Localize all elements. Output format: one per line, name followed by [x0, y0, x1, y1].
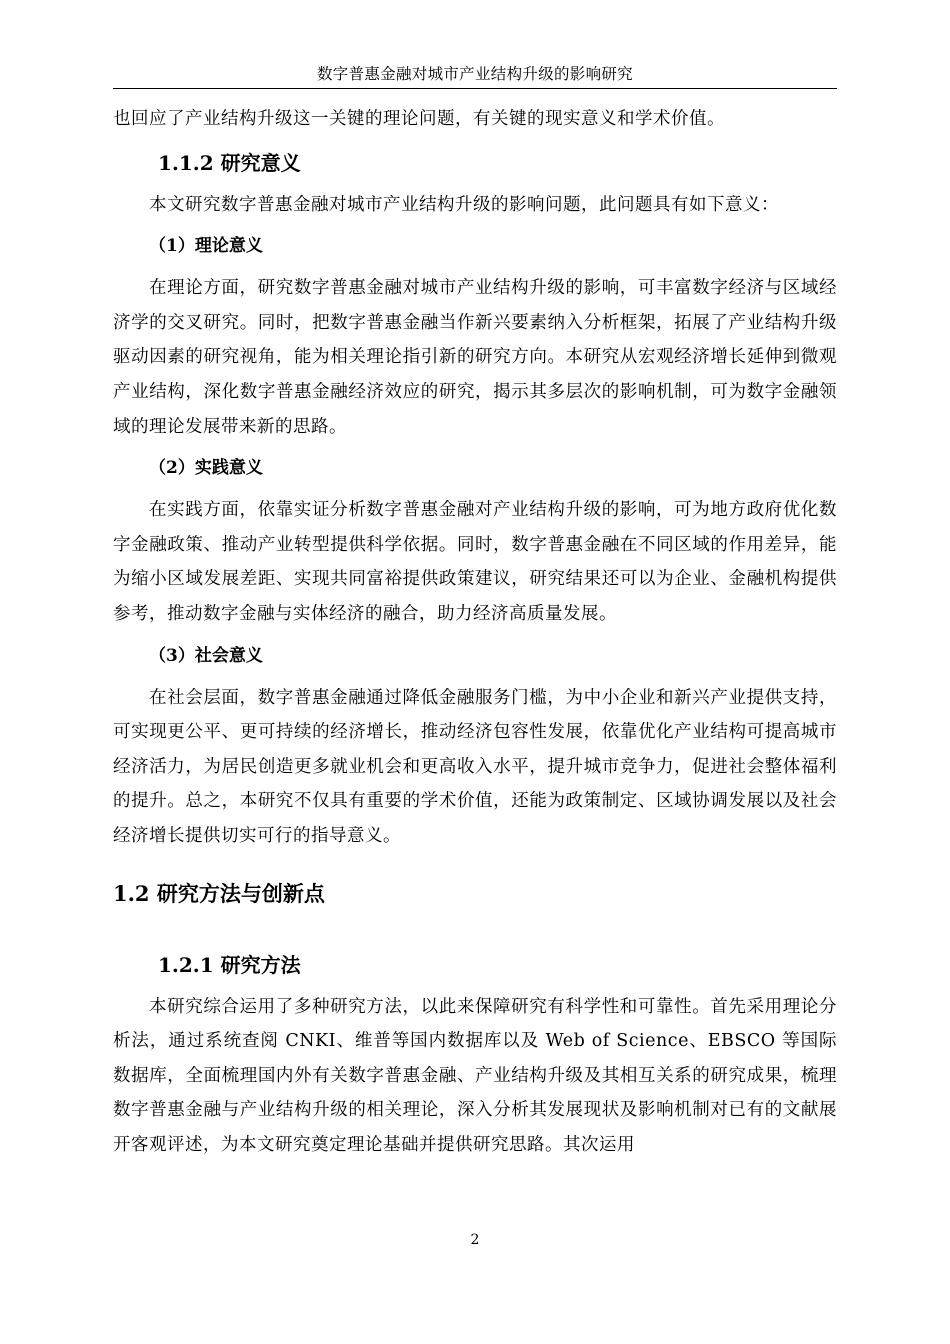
social-heading: （3）社会意义	[149, 645, 263, 666]
header-rule	[113, 88, 837, 89]
running-header: 数字普惠金融对城市产业结构升级的影响研究	[316, 65, 633, 83]
theory-heading: （1）理论意义	[149, 236, 263, 257]
section-heading-1-2: 1.2 研究方法与创新点	[113, 880, 325, 906]
intro-paragraph-tail: 也回应了产业结构升级这一关键的理论问题，有关键的现实意义和学术价值。	[113, 109, 725, 129]
section-heading-1-2-1: 1.2.1 研究方法	[158, 952, 301, 977]
significance-intro: 本文研究数字普惠金融对城市产业结构升级的影响问题，此问题具有如下意义：	[149, 194, 779, 215]
theory-paragraph: 在理论方面，研究数字普惠金融对城市产业结构升级的影响，可丰富数字经济与区域经济学的交叉研究。同时，把数字普惠金融当作新兴要素纳入分析框架，拓展了产业结构升级驱动因素的研究视角，能为相关理论指引新的研究方向。本研究从宏观经济增长延伸到微观产业结构，深化数字普惠金融经济效应的研究，揭示其多层次的影响机制，可为数字金融领域的理论发展带来新的思路。	[113, 278, 837, 437]
social-paragraph: 在社会层面，数字普惠金融通过降低金融服务门槛，为中小企业和新兴产业提供支持，可实现更公平、更可持续的经济增长，推动经济包容性发展，依靠优化产业结构可提高城市经济活力，为居民创造更多就业机会和更高收入水平，提升城市竞争力，促进社会整体福利的提升。总之，本研究不仅具有重要的学术价值，还能为政策制定、区域协调发展以及社会经济增长提供切实可行的指导意义。	[113, 687, 837, 846]
section-heading-1-1-2: 1.1.2 研究意义	[158, 150, 301, 175]
page-content	[113, 102, 837, 1162]
practice-paragraph: 在实践方面，依靠实证分析数字普惠金融对产业结构升级的影响，可为地方政府优化数字金融政策、推动产业转型提供科学依据。同时，数字普惠金融在不同区域的作用差异，能为缩小区域发展差距、实现共同富裕提供政策建议，研究结果还可以为企业、金融机构提供参考，推动数字金融与实体经济的融合，助力经济高质量发展。	[113, 500, 837, 624]
page-number: 2	[470, 1232, 480, 1248]
methods-paragraph: 本研究综合运用了多种研究方法，以此来保障研究有科学性和可靠性。首先采用理论分析法，通过系统查阅 CNKI、维普等国内数据库以及 Web of Science、EBSCO 等国际数据库，全面梳理国内外有关数字普惠金融、产业结构升级及其相互关系的研究成果，梳理数字普惠金融与产业结构升级的相关理论，深入分析其发展现状及影响机制对已有的文献展开客观评述，为本文研究奠定理论基础并提供研究思路。其次运用	[113, 996, 837, 1155]
practice-heading: （2）实践意义	[149, 458, 263, 479]
